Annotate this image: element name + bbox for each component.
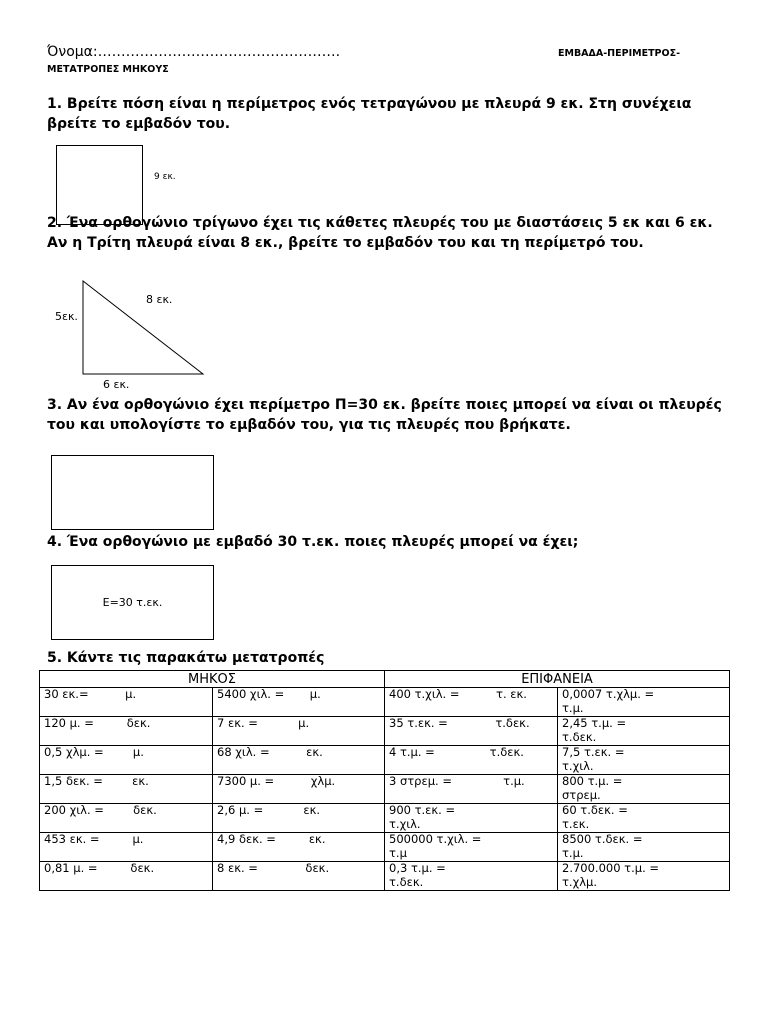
conversion-cell: 7 εκ. = μ. <box>213 717 385 746</box>
column-header-area: ΕΠΙΦΑΝΕΙΑ <box>385 671 730 688</box>
conversion-cell: 120 μ. = δεκ. <box>40 717 213 746</box>
conversion-cell: 200 χιλ. = δεκ. <box>40 804 213 833</box>
conversion-cell: 5400 χιλ. = μ. <box>213 688 385 717</box>
right-triangle-figure <box>78 278 208 378</box>
table-row <box>40 688 730 717</box>
rectangle-figure-perimeter <box>51 455 214 530</box>
conversion-cell: 60 τ.δεκ. = τ.εκ. <box>558 804 730 833</box>
question-4-text: 4. Ένα ορθογώνιο με εμβαδό 30 τ.εκ. ποιες πλευρές μπορεί να έχει; <box>47 534 579 550</box>
conversion-cell: 1,5 δεκ. = εκ. <box>40 775 213 804</box>
conversion-table <box>39 670 730 891</box>
conversion-cell: 0,0007 τ.χλμ. = τ.μ. <box>558 688 730 717</box>
conversion-cell: 30 εκ.= μ. <box>40 688 213 717</box>
table-row <box>40 775 730 804</box>
triangle-base-label: 6 εκ. <box>103 378 130 391</box>
conversion-cell: 7300 μ. = χλμ. <box>213 775 385 804</box>
conversion-cell: 800 τ.μ. = στρεμ. <box>558 775 730 804</box>
triangle-hypotenuse-label: 8 εκ. <box>146 293 173 306</box>
conversion-cell: 35 τ.εκ. = τ.δεκ. <box>385 717 558 746</box>
conversion-cell: 7,5 τ.εκ. = τ.χιλ. <box>558 746 730 775</box>
table-row <box>40 862 730 891</box>
conversion-cell: 3 στρεμ. = τ.μ. <box>385 775 558 804</box>
question-1-text: 1. Βρείτε πόση είναι η περίμετρος ενός τετραγώνου με πλευρά 9 εκ. Στη συνέχεια βρείτε το εμβαδόν του. <box>47 96 692 132</box>
square-side-label: 9 εκ. <box>154 172 176 182</box>
name-field-label: Όνομα:……………………………………………. <box>47 44 341 60</box>
conversion-cell: 0,3 τ.μ. = τ.δεκ. <box>385 862 558 891</box>
table-row <box>40 746 730 775</box>
conversion-cell: 900 τ.εκ. = τ.χιλ. <box>385 804 558 833</box>
rectangle-figure-area <box>51 565 214 640</box>
table-row <box>40 804 730 833</box>
conversion-cell: 8500 τ.δεκ. = τ.μ. <box>558 833 730 862</box>
conversion-cell: 4 τ.μ. = τ.δεκ. <box>385 746 558 775</box>
column-header-length: ΜΗΚΟΣ <box>40 671 385 688</box>
conversion-cell: 2,45 τ.μ. = τ.δεκ. <box>558 717 730 746</box>
conversion-cell: 2.700.000 τ.μ. = τ.χλμ. <box>558 862 730 891</box>
conversion-cell: 500000 τ.χιλ. = τ.μ <box>385 833 558 862</box>
table-row <box>40 833 730 862</box>
conversion-cell: 2,6 μ. = εκ. <box>213 804 385 833</box>
conversion-cell: 68 χιλ. = εκ. <box>213 746 385 775</box>
question-5-text: 5. Κάντε τις παρακάτω μετατροπές <box>47 650 325 666</box>
conversion-cell: 0,5 χλμ. = μ. <box>40 746 213 775</box>
question-2-text: 2. Ένα ορθογώνιο τρίγωνο έχει τις κάθετες πλευρές του με διαστάσεις 5 εκ και 6 εκ. Αν η Τρίτη πλευρά είναι 8 εκ., βρείτε το εμβαδόν του και τη περίμετρό του. <box>47 215 713 251</box>
rectangle-area-label: Ε=30 τ.εκ. <box>102 596 163 609</box>
triangle-vertical-label: 5εκ. <box>55 310 78 323</box>
table-row <box>40 717 730 746</box>
conversion-cell: 453 εκ. = μ. <box>40 833 213 862</box>
conversion-cell: 0,81 μ. = δεκ. <box>40 862 213 891</box>
worksheet-title-part2: ΜΕΤΑΤΡΟΠΕΣ ΜΗΚΟΥΣ <box>47 64 169 75</box>
question-3-text: 3. Αν ένα ορθογώνιο έχει περίμετρο Π=30 εκ. βρείτε ποιες μπορεί να είναι οι πλευρές του και υπολογίστε το εμβαδόν του, για τις πλευρές που βρήκατε. <box>47 397 722 433</box>
worksheet-title-part1: ΕΜΒΑΔΑ-ΠΕΡΙΜΕΤΡΟΣ- <box>558 48 681 59</box>
conversion-cell: 8 εκ. = δεκ. <box>213 862 385 891</box>
conversion-cell: 4,9 δεκ. = εκ. <box>213 833 385 862</box>
conversion-cell: 400 τ.χιλ. = τ. εκ. <box>385 688 558 717</box>
square-figure <box>56 145 143 225</box>
